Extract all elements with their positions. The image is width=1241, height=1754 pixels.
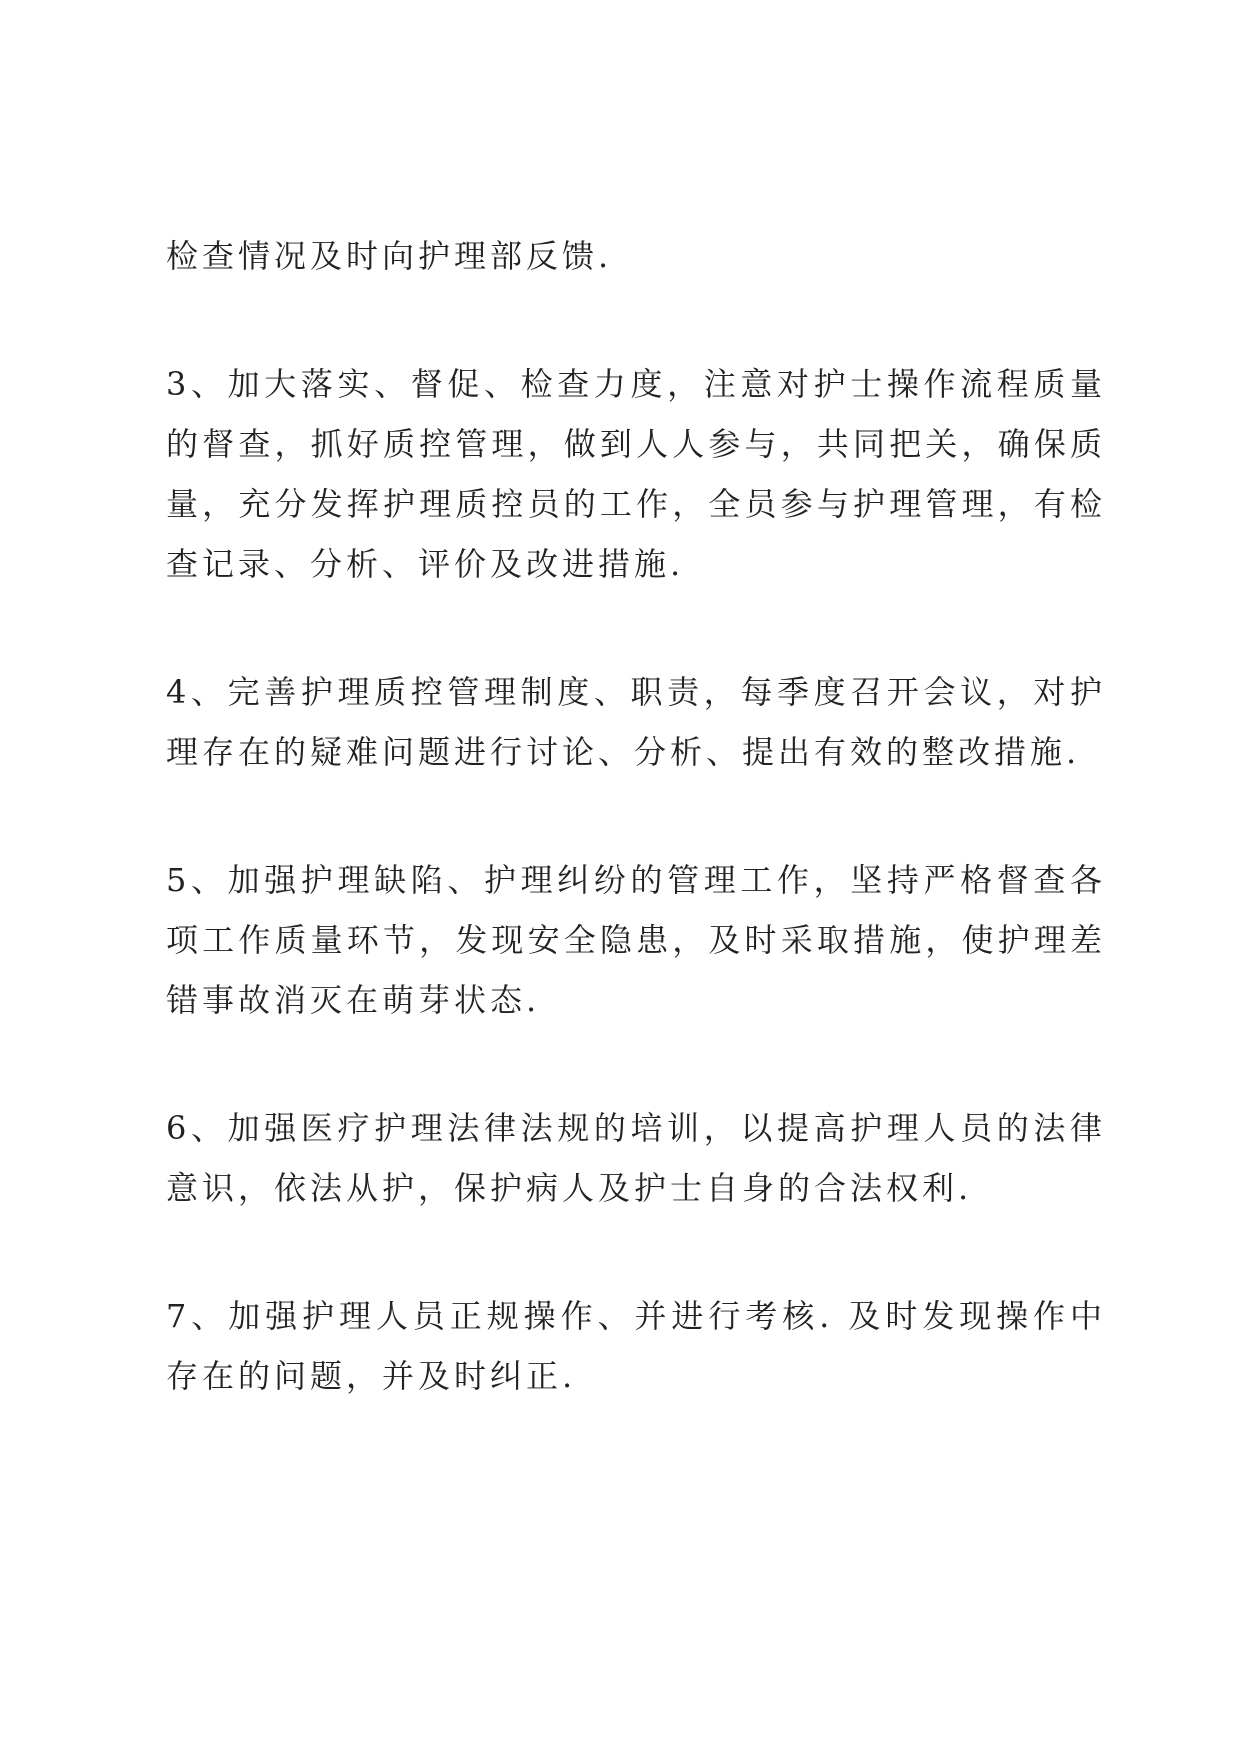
paragraph-item-5: 5、加强护理缺陷、护理纠纷的管理工作，坚持严格督查各项工作质量环节，发现安全隐患，及时采取措施，使护理差错事故消灭在萌芽状态. [166,861,1106,1019]
paragraph-item-4: 4、完善护理质控管理制度、职责，每季度召开会议，对护理存在的疑难问题进行讨论、分析、提出有效的整改措施. [166,673,1106,771]
paragraph-item-7: 7、加强护理人员正规操作、并进行考核. 及时发现操作中存在的问题，并及时纠正. [166,1297,1106,1395]
paragraph-item-3: 3、加大落实、督促、检查力度，注意对护士操作流程质量的督查，抓好质控管理，做到人人参与，共同把关，确保质量，充分发挥护理质控员的工作，全员参与护理管理，有检查记录、分析、评价及改进措施. [166,365,1106,583]
paragraph-item-6: 6、加强医疗护理法律法规的培训，以提高护理人员的法律意识，依法从护，保护病人及护士自身的合法权利. [166,1109,1106,1207]
document-body [166,226,1106,1474]
paragraph-feedback: 检查情况及时向护理部反馈. [166,237,613,275]
